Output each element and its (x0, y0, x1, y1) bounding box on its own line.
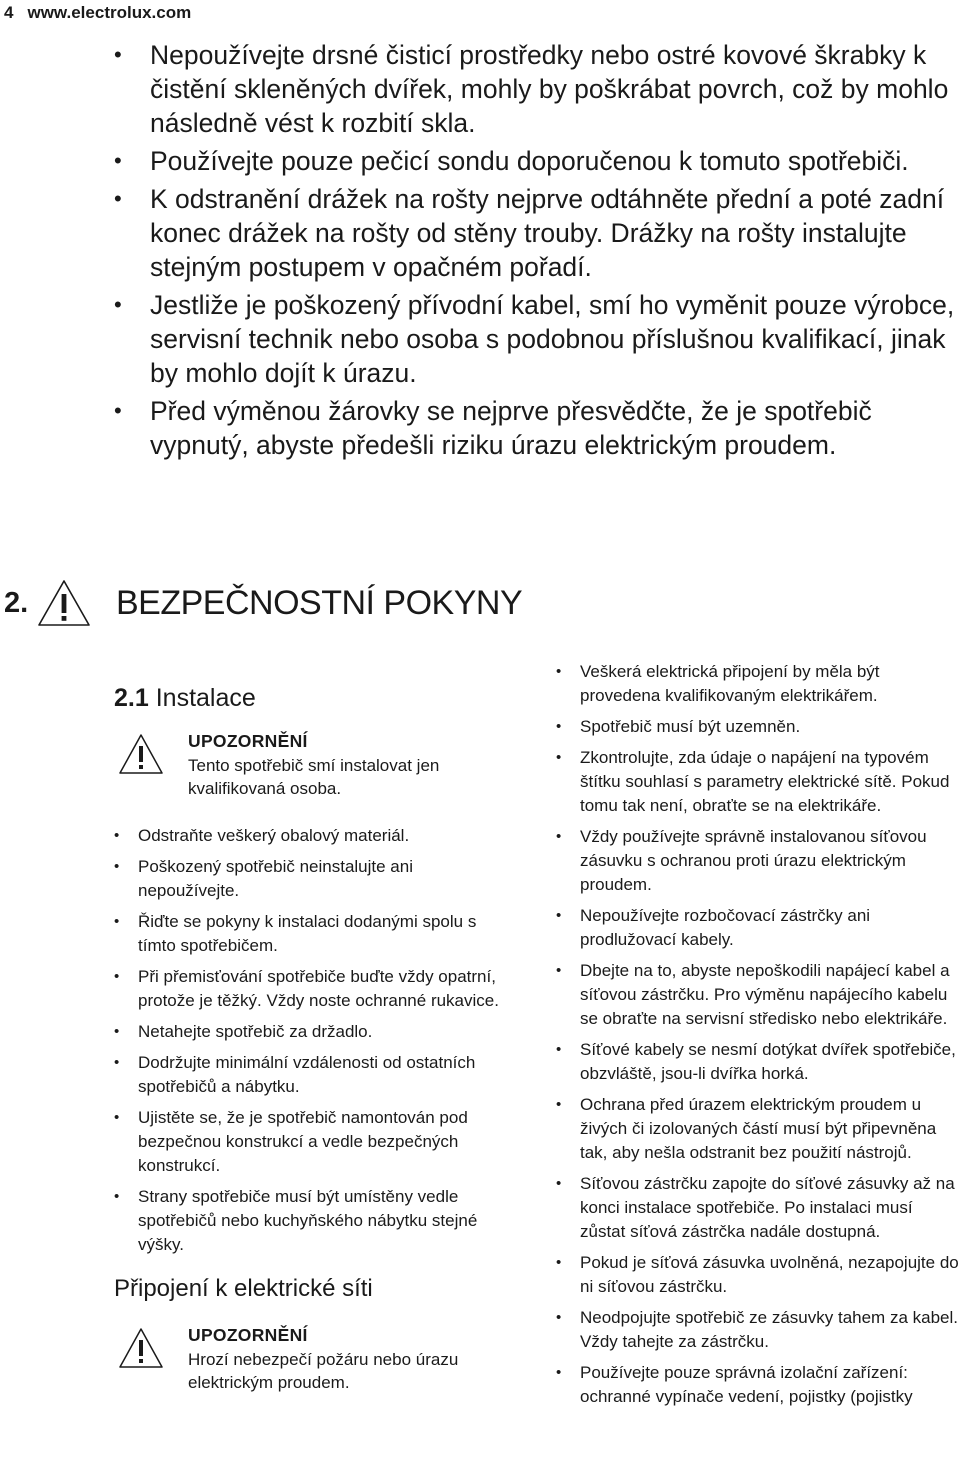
installation-bullet-list (114, 824, 514, 1257)
list-item: • Odstraňte veškerý obalový materiál. (114, 824, 514, 848)
warning-title: UPOZORNĚNÍ (188, 731, 308, 751)
list-item: • Vždy používejte správně instalovanou síťovou zásuvku s ochranou proti úrazu elektrickým proudem. (556, 825, 960, 897)
list-item: • Ochrana před úrazem elektrickým proudem u živých či izolovaných částí musí být připevněna tak, aby nešla odstranit bez použití nástrojů. (556, 1093, 960, 1165)
list-item: • Používejte pouze správná izolační zařízení: ochranné vypínače vedení, pojistky (pojistky (556, 1361, 960, 1409)
right-column (556, 660, 960, 1416)
list-item: • Veškerá elektrická připojení by měla být provedena kvalifikovaným elektrikářem. (556, 660, 960, 708)
page-header (4, 0, 191, 26)
list-item: • Zkontrolujte, zda údaje o napájení na typovém štítku souhlasí s parametry elektrické sítě. Pokud tomu tak není, obraťte se na elektrikáře. (556, 746, 960, 818)
site-url: www.electrolux.com (27, 3, 192, 22)
list-item: • Nepoužívejte rozbočovací zástrčky ani prodlužovací kabely. (556, 904, 960, 952)
list-item: • Ujistěte se, že je spotřebič namontován pod bezpečnou konstrukcí a vedle bezpečných konstrukcí. (114, 1106, 514, 1178)
subsection-heading-installation (114, 684, 514, 713)
list-item: • Při přemisťování spotřebiče buďte vždy opatrní, protože je těžký. Vždy noste ochranné rukavice. (114, 965, 514, 1013)
left-column (114, 684, 514, 1418)
top-bullet-list (114, 38, 960, 466)
list-item: • Síťové kabely se nesmí dotýkat dvířek spotřebiče, obzvláště, jsou-li dvířka horká. (556, 1038, 960, 1086)
warning-triangle-icon (118, 733, 164, 775)
subsection-heading-electrical: Připojení k elektrické síti (114, 1275, 373, 1302)
warning-triangle-icon (36, 578, 92, 628)
warning-title: UPOZORNĚNÍ (188, 1325, 308, 1345)
list-item: • Netahejte spotřebič za držadlo. (114, 1020, 514, 1044)
warning-box-electrical (114, 1325, 514, 1394)
warning-body: Tento spotřebič smí instalovat jen kvalifikovaná osoba. (188, 756, 440, 798)
list-item: • Dodržujte minimální vzdálenosti od ostatních spotřebičů a nábytku. (114, 1051, 514, 1099)
list-item: • Nepoužívejte drsné čisticí prostředky nebo ostré kovové škrabky k čistění skleněných dvířek, mohly by poškrábat povrch, což by mohlo následně vést k rozbití skla. (114, 38, 960, 140)
list-item: • K odstranění drážek na rošty nejprve odtáhněte přední a poté zadní konec drážek na rošty od stěny trouby. Drážky na rošty instalujte stejným postupem v opačném pořadí. (114, 182, 960, 284)
section-title: BEZPEČNOSTNÍ POKYNY (116, 583, 523, 622)
warning-body: Hrozí nebezpečí požáru nebo úrazu elektrickým proudem. (188, 1350, 459, 1392)
list-item: • Používejte pouze pečicí sondu doporučenou k tomuto spotřebiči. (114, 144, 960, 178)
warning-box-installation (114, 731, 514, 800)
list-item: • Síťovou zástrčku zapojte do síťové zásuvky až na konci instalace spotřebiče. Po instalaci musí zůstat síťová zástrčka nadále dostupná. (556, 1172, 960, 1244)
electrical-bullet-list (556, 660, 960, 1409)
page-number: 4 (4, 3, 14, 22)
list-item: • Pokud je síťová zásuvka uvolněná, nezapojujte do ni síťovou zástrčku. (556, 1251, 960, 1299)
subsection-title: Instalace (155, 684, 256, 712)
list-item: • Řiďte se pokyny k instalaci dodanými spolu s tímto spotřebičem. (114, 910, 514, 958)
warning-triangle-icon (118, 1327, 164, 1369)
list-item: • Poškozený spotřebič neinstalujte ani nepoužívejte. (114, 855, 514, 903)
list-item: • Před výměnou žárovky se nejprve přesvědčte, že je spotřebič vypnutý, abyste předešli riziku úrazu elektrickým proudem. (114, 394, 960, 462)
subsection-number: 2.1 (114, 684, 149, 712)
section-heading (4, 578, 522, 628)
section-number: 2. (4, 586, 29, 619)
list-item: • Strany spotřebiče musí být umístěny vedle spotřebičů nebo kuchyňského nábytku stejné výšky. (114, 1185, 514, 1257)
list-item: • Neodpojujte spotřebič ze zásuvky tahem za kabel. Vždy tahejte za zástrčku. (556, 1306, 960, 1354)
list-item: • Dbejte na to, abyste nepoškodili napájecí kabel a síťovou zástrčku. Pro výměnu napájecího kabelu se obraťte na servisní středisko nebo elektrikáře. (556, 959, 960, 1031)
list-item: • Spotřebič musí být uzemněn. (556, 715, 960, 739)
list-item: • Jestliže je poškozený přívodní kabel, smí ho vyměnit pouze výrobce, servisní technik nebo osoba s podobnou příslušnou kvalifikací, jinak by mohlo dojít k úrazu. (114, 288, 960, 390)
